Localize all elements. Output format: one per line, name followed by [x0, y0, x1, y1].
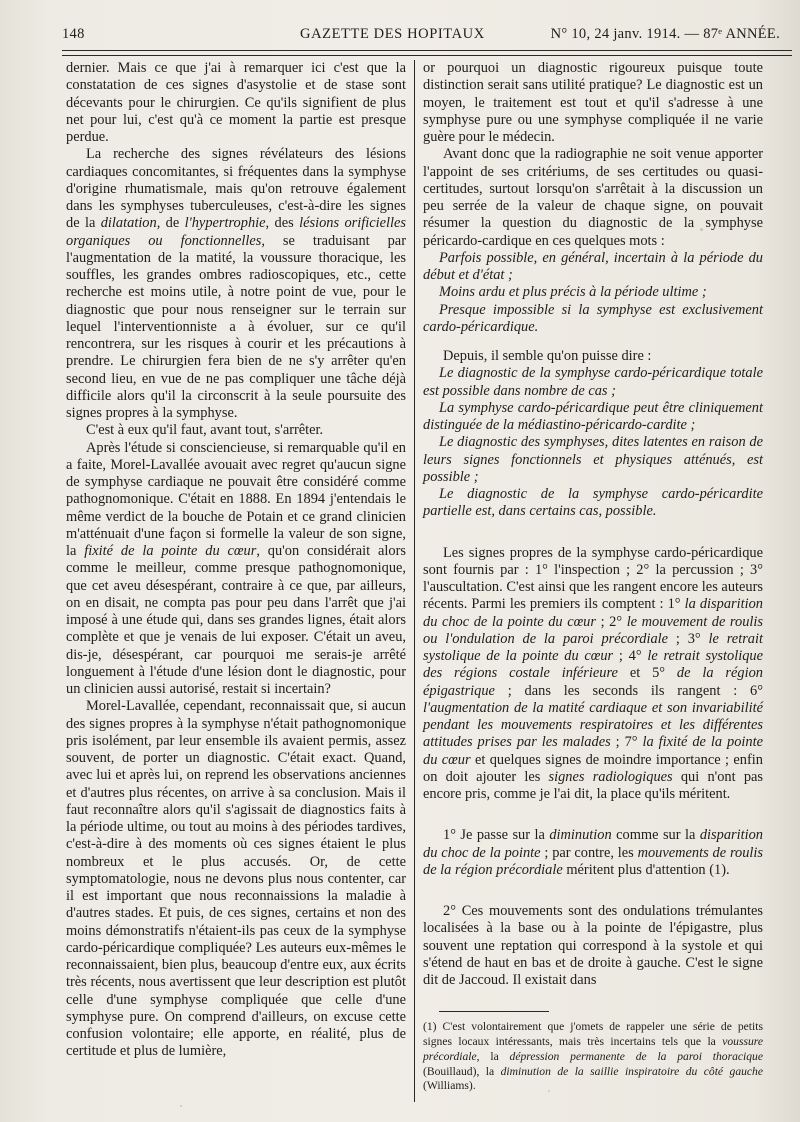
footnote: (1) C'est volontairement que j'omets de rappeler une série de petits signes locaux intéressants, mais très incertains tels que la voussure précordiale, la dépression permanente de la paroi thoracique (Bouillaud), la diminution de la saillie inspiratoire du côté gauche (Williams). [423, 1020, 764, 1093]
summary-item: Le diagnostic de la symphyse cardo-péricardique totale est possible dans nombre de cas ; [423, 365, 763, 399]
header-rule-thick [62, 50, 792, 51]
paper-speck [700, 228, 703, 231]
running-header [62, 22, 786, 48]
summary-item: Parfois possible, en général, incertain à la période du début et d'état ; [423, 249, 763, 283]
column-divider [414, 60, 415, 1102]
summary-item: La symphyse cardo-péricardique peut être cliniquement distinguée de la médiastino-péricardo-cardite ; [423, 399, 763, 433]
issue-info: N° 10, 24 janv. 1914. — 87ᵉ ANNÉE. [550, 26, 780, 42]
paragraph: dernier. Mais ce que j'ai à remarquer ici c'est que la constatation de ces signes d'asystolie et de stase sont décevants pour le chirurgien. Ce qu'ils signifient de plus net pour lui, c'est qu'à ce moment la partie est presque perdue. [66, 60, 406, 145]
journal-title: GAZETTE DES HOPITAUX [300, 26, 485, 42]
paragraph: 2° Ces mouvements sont des ondulations trémulantes localisées à la base ou à la pointe de l'épigastre, plus souvent une reptation qui correspond à la systole et qui s'étend de haut en bas et de droite à gauche. C'est le signe dit de Jaccoud. Il existait dans [423, 903, 763, 988]
paragraph: Morel-Lavallée, cependant, reconnaissait que, si aucun des signes propres à la symphyse n'était pathognomonique pris isolément, par leur ensemble ils avaient permis, assez souvent, de porter un diagnostic. C'était exact. Quand, avec lui et après lui, on reprend les observations anciennes et d'autres plus récentes, on arrive à sa conclusion. Mais il faut reconnaître alors qu'il s'agissait de diagnostics faits à la période ultime, ou tout au moins à des périodes tardives, c'est-à-dire à des moments où ces signes étaient le plus nombreux et le plus accusés. Or, de cette symptomatologie, nous ne devons plus nous contenter, car il est important que nous reconnaissions la maladie à d'autres stades. Et puis, de ces signes, certains et non des moins démonstratifs n'étaient-ils pas ceux de la symphyse cardo-péricardique compliquée? Les auteurs eux-mêmes le reconnaissaient, bien plus, beaucoup d'entre eux, aux écrits très récents, nous avertissent que leur description est plutôt celle d'une symphyse compliquée que celle d'une symphyse pure. On comprend d'ailleurs, on excuse cette confusion volontaire; elle apporte, en réalité, plus de certitude et plus de lumière, [66, 698, 406, 1060]
footnote-rule [439, 1011, 549, 1012]
paragraph: C'est à eux qu'il faut, avant tout, s'arrêter. [86, 422, 324, 439]
paragraph: Après l'étude si consciencieuse, si remarquable qu'il en a faite, Morel-Lavallée avouait avec regret qu'aucun signe de symphyse cardiaque ne pouvait être considéré comme pathognomonique. C'était en 1888. En 1894 j'entendais le même verdict de la bouche de Potain et ce grand clinicien m'atténuait d'une façon si formelle la valeur de son signe, la fixité de la pointe du cœur, qu'on considérait alors comme le meilleur, comme presque pathognomonique, que cet aveu désespérant, contraire à ce que, par ailleurs, on en disait, ne compta pas pour peu dans l'arrêt que j'ai imposé à une étude qui, dans ses grandes lignes, était alors complète et que je venais de lui exposer. C'était un aveu, dis-je, désespérant, car pourquoi me serais-je arrêté longuement à l'étude d'une lésion dont le diagnostic, pour un clinicien aussi autorisé, restait si incertain? [66, 439, 407, 697]
paragraph: Depuis, il semble qu'on puisse dire : [443, 348, 652, 364]
summary-item: Le diagnostic de la symphyse cardo-péricardite partielle est, dans certains cas, possible. [423, 486, 763, 520]
paragraph: Les signes propres de la symphyse cardo-péricardique sont fournis par : 1° l'inspection ; 2° la percussion ; 3° l'auscultation. C'est ainsi que les rangent encore les auteurs récents. Parmi les premiers ils comptent : 1° la disparition du choc de la pointe du cœur ; 2° le mouvement de roulis ou l'ondulation de la paroi précordiale ; 3° le retrait systolique de la pointe du cœur ; 4° le retrait systolique des régions costale inférieure et 5° de la région épigastrique ; dans les seconds ils rangent : 6° l'augmentation de la matité cardiaque et son invariabilité pendant les mouvements respiratoires et les différentes attitudes prises par les malades ; 7° la fixité de la pointe du cœur et quelques signes de moindre importance ; enfin on doit ajouter les signes radiologiques qui n'ont pas encore pris, comme je l'ai dit, la place qu'ils méritent. [423, 544, 764, 802]
paper-speck [548, 1090, 550, 1092]
summary-item: Presque impossible si la symphyse est exclusivement cardo-péricardique. [423, 301, 763, 335]
summary-item: Le diagnostic des symphyses, dites latentes en raison de leurs signes fonctionnels et physiques atténués, est possible ; [423, 434, 763, 485]
paragraph: La recherche des signes révélateurs des lésions cardiaques concomitantes, si fréquentes dans la symphyse d'origine rhumatismale, mais qu'on retrouve également dans les symphyses tuberculeuses, c'est-à-dire les signes de la dilatation, de l'hypertrophie, des lésions orificielles organiques ou fonctionnelles, se traduisant par l'augmentation de la matité, la voussure thoracique, les souffles, les grandes ombres radioscopiques, etc., cette recherche est moins utile, à notre point de vue, pour le diagnostic que pour nous renseigner sur le terrain sur lequel l'interventionniste a à évoluer, sur ce qu'il rencontrera, sur les risques à courir et les précautions à prendre. Le chirurgien fera bien de ne s'y arrêter qu'en second lieu, en vue de ne pas compliquer une tâche déjà difficile alors qu'il la circonscrit à la seule poursuite des signes propres à la symphyse. [66, 146, 406, 421]
paragraph: Avant donc que la radiographie ne soit venue apporter l'appoint de ses critériums, de ses certitudes ou quasi-certitudes, surtout lorsqu'on s'arrêtait à la discussion un peu serrée de la valeur de chaque signe, on pouvait résumer la question du diagnostic de la symphyse péricardo-cardique en ces quelques mots : [423, 146, 763, 249]
summary-item: Moins ardu et plus précis à la période ultime ; [439, 284, 707, 301]
paragraph: or pourquoi un diagnostic rigoureux puisque toute distinction serait sans utilité pratique? Le diagnostic est un moyen, le traitement est tout et qu'il s'adresse à une symphyse pure ou une symphyse compliquée il ne varie guère pour le médecin. [423, 60, 763, 145]
left-column [66, 60, 406, 1061]
page-number: 148 [62, 26, 85, 42]
right-column [423, 60, 763, 1094]
header-rule-thin [62, 55, 792, 56]
paragraph: 1° Je passe sur la diminution comme sur la disparition du choc de la pointe ; par contre, les mouvements de roulis de la région précordiale méritent plus d'attention (1). [423, 827, 763, 878]
paper-speck [180, 1105, 182, 1107]
